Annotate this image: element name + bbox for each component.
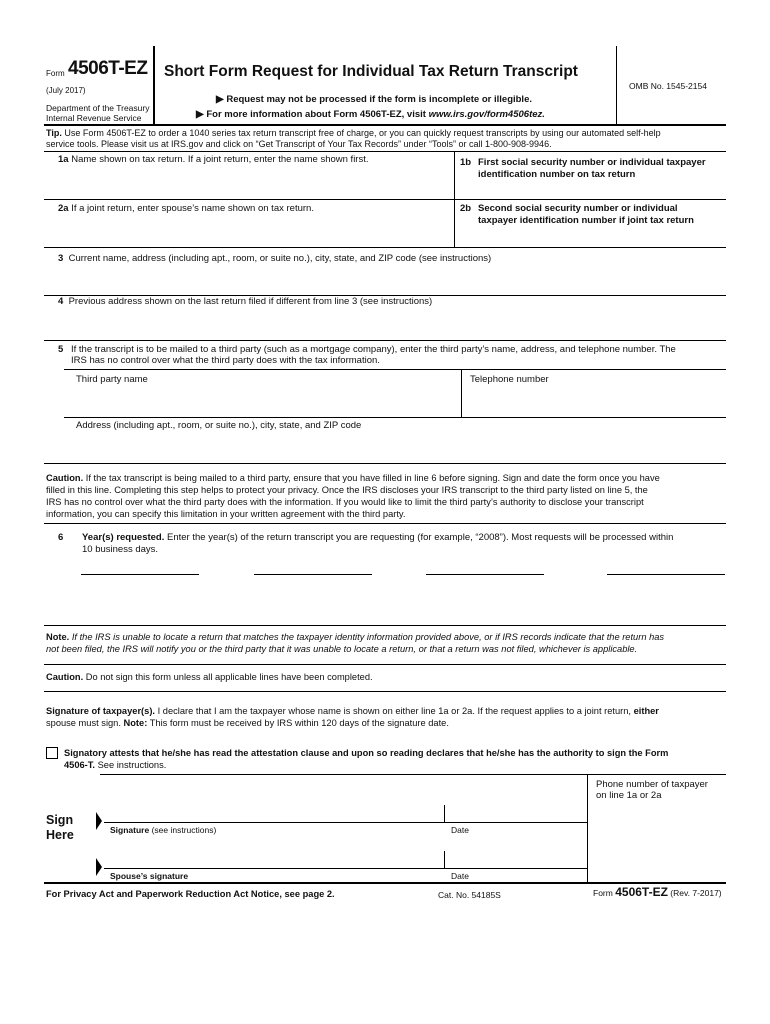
- sign-arrow-icon-2: [96, 858, 102, 876]
- taxpayer-signature-rule: [104, 822, 587, 823]
- line-2b-label-1: Second social security number or individual: [478, 203, 678, 214]
- line-3-number: 3: [58, 253, 64, 264]
- service: Internal Revenue Service: [46, 113, 142, 123]
- third-party-name-label: Third party name: [76, 374, 148, 385]
- sign-arrow-icon: [96, 812, 102, 830]
- phone-label-1: Phone number of taxpayer: [596, 779, 708, 790]
- date-label-1: Date: [451, 825, 469, 835]
- line-4-bottom-rule: [44, 340, 726, 341]
- signature-declaration-line-1: Signature of taxpayer(s). I declare that I am the taxpayer whose name is shown on either line 1a or 2a. If the request applies to a joint return, either: [46, 706, 659, 716]
- line-3-field[interactable]: [44, 248, 726, 295]
- header-divider-left: [153, 46, 155, 124]
- line-6-text-2: 10 business days.: [82, 544, 159, 555]
- third-party-telephone-field[interactable]: [462, 369, 726, 417]
- line-1b-label-2: identification number on tax return: [478, 169, 636, 180]
- form-header: [0, 0, 770, 130]
- line-4-label: Previous address shown on the last return filed if different from line 3 (see instructions): [68, 296, 433, 307]
- taxpayer-signature-field[interactable]: [104, 800, 444, 822]
- line-2a-number: 2a: [58, 203, 69, 214]
- signature-date-divider: [444, 805, 445, 823]
- footer-top-rule: [44, 882, 726, 884]
- department: Department of the Treasury: [46, 103, 150, 113]
- telephone-number-label: Telephone number: [470, 374, 549, 385]
- sign-block-top-rule: [100, 774, 726, 775]
- tip-line-2: service tools. Please visit us at IRS.gov and click on “Get Transcript of Your Tax Records” under “Tools” or call 1-800-908-9946.: [46, 139, 552, 149]
- form-word: Form: [46, 69, 65, 78]
- note-line-2: not been filed, the IRS will notify you or the third party that it was unable to locate a return, or that a return was not filed, whichever is applicable.: [46, 644, 638, 654]
- line-2a-label: If a joint return, enter spouse’s name shown on tax return.: [71, 203, 314, 214]
- line-1a-field[interactable]: [44, 152, 454, 196]
- line-6-number: 6: [58, 532, 64, 543]
- attestation-line-2: 4506-T. See instructions.: [64, 760, 167, 770]
- line-1a-label: Name shown on tax return. If a joint return, enter the name shown first.: [71, 154, 369, 165]
- caution-do-not-sign: Caution. Do not sign this form unless all applicable lines have been completed.: [46, 672, 373, 682]
- form-title: Short Form Request for Individual Tax Return Transcript: [164, 63, 578, 80]
- line-2b-label-2: taxpayer identification number if joint tax return: [478, 215, 694, 226]
- line-5-text-1: If the transcript is to be mailed to a third party (such as a mortgage company), enter the third party’s name, address, and telephone number. The: [71, 344, 676, 355]
- phone-number-field[interactable]: [588, 803, 726, 881]
- third-party-name-field[interactable]: [64, 369, 461, 417]
- privacy-notice: For Privacy Act and Paperwork Reduction Act Notice, see page 2.: [46, 889, 335, 899]
- line-1b-number: 1b: [460, 157, 472, 168]
- line-4-number: 4: [58, 296, 64, 307]
- spouse-date-field[interactable]: [446, 848, 586, 868]
- header-divider-right: [616, 46, 617, 124]
- third-party-divider: [461, 369, 462, 418]
- caution-2-bottom-rule: [44, 691, 726, 692]
- omb-number: OMB No. 1545-2154: [629, 81, 707, 91]
- caution-third-party-line-1: Caution. If the tax transcript is being mailed to a third party, ensure that you have filled in line 6 before signing. Sign and date the form once you have: [46, 473, 660, 483]
- catalog-number: Cat. No. 54185S: [438, 890, 501, 900]
- spouse-signature-label: Spouse’s signature: [110, 871, 189, 881]
- here-word: Here: [46, 828, 74, 842]
- caution-bottom-rule: [44, 523, 726, 524]
- third-party-address-field[interactable]: [64, 418, 726, 462]
- spouse-date-divider: [444, 851, 445, 869]
- line-5-number: 5: [58, 344, 64, 355]
- year-field-4[interactable]: [607, 574, 725, 575]
- line-3-label: Current name, address (including apt., room, or suite no.), city, state, and ZIP code (see instructions): [68, 253, 492, 264]
- caution-third-party-line-2: filled in this line. Completing this step helps to protect your privacy. Once the IRS discloses your IRS transcript to the third party listed on line 5, the: [46, 485, 648, 495]
- taxpayer-date-field[interactable]: [446, 800, 586, 822]
- line-2b-field[interactable]: [455, 200, 726, 246]
- notice-more-info: ▶ For more information about Form 4506T-EZ, visit www.irs.gov/form4506tez.: [196, 109, 545, 120]
- spouse-signature-rule: [104, 868, 587, 869]
- form-number: 4506T-EZ: [68, 58, 148, 79]
- line-6-text-1: Year(s) requested. Enter the year(s) of the return transcript you are requesting (for example, “2008”). Most requests will be processed within: [82, 532, 674, 543]
- line-4-field[interactable]: [44, 296, 726, 340]
- caution-third-party-line-3: IRS has no control over what the third party does with the information. If you would like to limit the third party’s authority to disclose your transcript: [46, 497, 644, 507]
- tip-line-1: Tip. Use Form 4506T-EZ to order a 1040 series tax return transcript free of charge, or you can quickly request transcripts by using our automated self-help: [46, 128, 661, 138]
- year-field-3[interactable]: [426, 574, 544, 575]
- attestation-checkbox[interactable]: [46, 747, 58, 759]
- note-bottom-rule: [44, 664, 726, 665]
- line-5-row-top-rule: [64, 369, 726, 370]
- line-5-text-2: IRS has no control over what the third party does with the tax information.: [71, 355, 380, 366]
- sign-word: Sign: [46, 813, 74, 827]
- spouse-signature-field[interactable]: [104, 848, 444, 868]
- year-field-1[interactable]: [81, 574, 199, 575]
- line-1b-field[interactable]: [455, 152, 726, 196]
- date-label-2: Date: [451, 871, 469, 881]
- signature-label: Signature (see instructions): [110, 825, 217, 835]
- line-2b-number: 2b: [460, 203, 472, 214]
- line-6-bottom-rule: [44, 625, 726, 626]
- notice-incomplete: ▶ Request may not be processed if the form is incomplete or illegible.: [216, 94, 532, 105]
- signature-declaration-line-2: spouse must sign. Note: This form must be received by IRS within 120 days of the signature date.: [46, 718, 449, 728]
- line-1b-label-1: First social security number or individual taxpayer: [478, 157, 706, 168]
- line-5-bottom-rule: [44, 463, 726, 464]
- line-1-2-divider: [454, 152, 455, 247]
- form-url-link[interactable]: www.irs.gov/form4506tez.: [428, 109, 545, 120]
- attestation-line-1: Signatory attests that he/she has read the attestation clause and upon so reading declares that he/she has the authority to sign the Form: [64, 748, 669, 758]
- triangle-right-icon: ▶: [196, 109, 204, 120]
- line-2a-field[interactable]: [44, 200, 454, 246]
- revision-date: (July 2017): [46, 86, 86, 95]
- header-bottom-rule: [44, 124, 726, 126]
- triangle-right-icon: ▶: [216, 94, 224, 105]
- note-line-1: Note. If the IRS is unable to locate a return that matches the taxpayer identity information provided above, or if IRS records indicate that the return has: [46, 632, 665, 642]
- third-party-address-label: Address (including apt., room, or suite no.), city, state, and ZIP code: [76, 420, 362, 431]
- footer-form-id: Form 4506T-EZ (Rev. 7-2017): [593, 885, 722, 899]
- line-1a-number: 1a: [58, 154, 69, 165]
- phone-label-2: on line 1a or 2a: [596, 790, 662, 801]
- year-field-2[interactable]: [254, 574, 372, 575]
- caution-third-party-line-4: information, you can specify this limitation in your written agreement with the third party.: [46, 509, 406, 519]
